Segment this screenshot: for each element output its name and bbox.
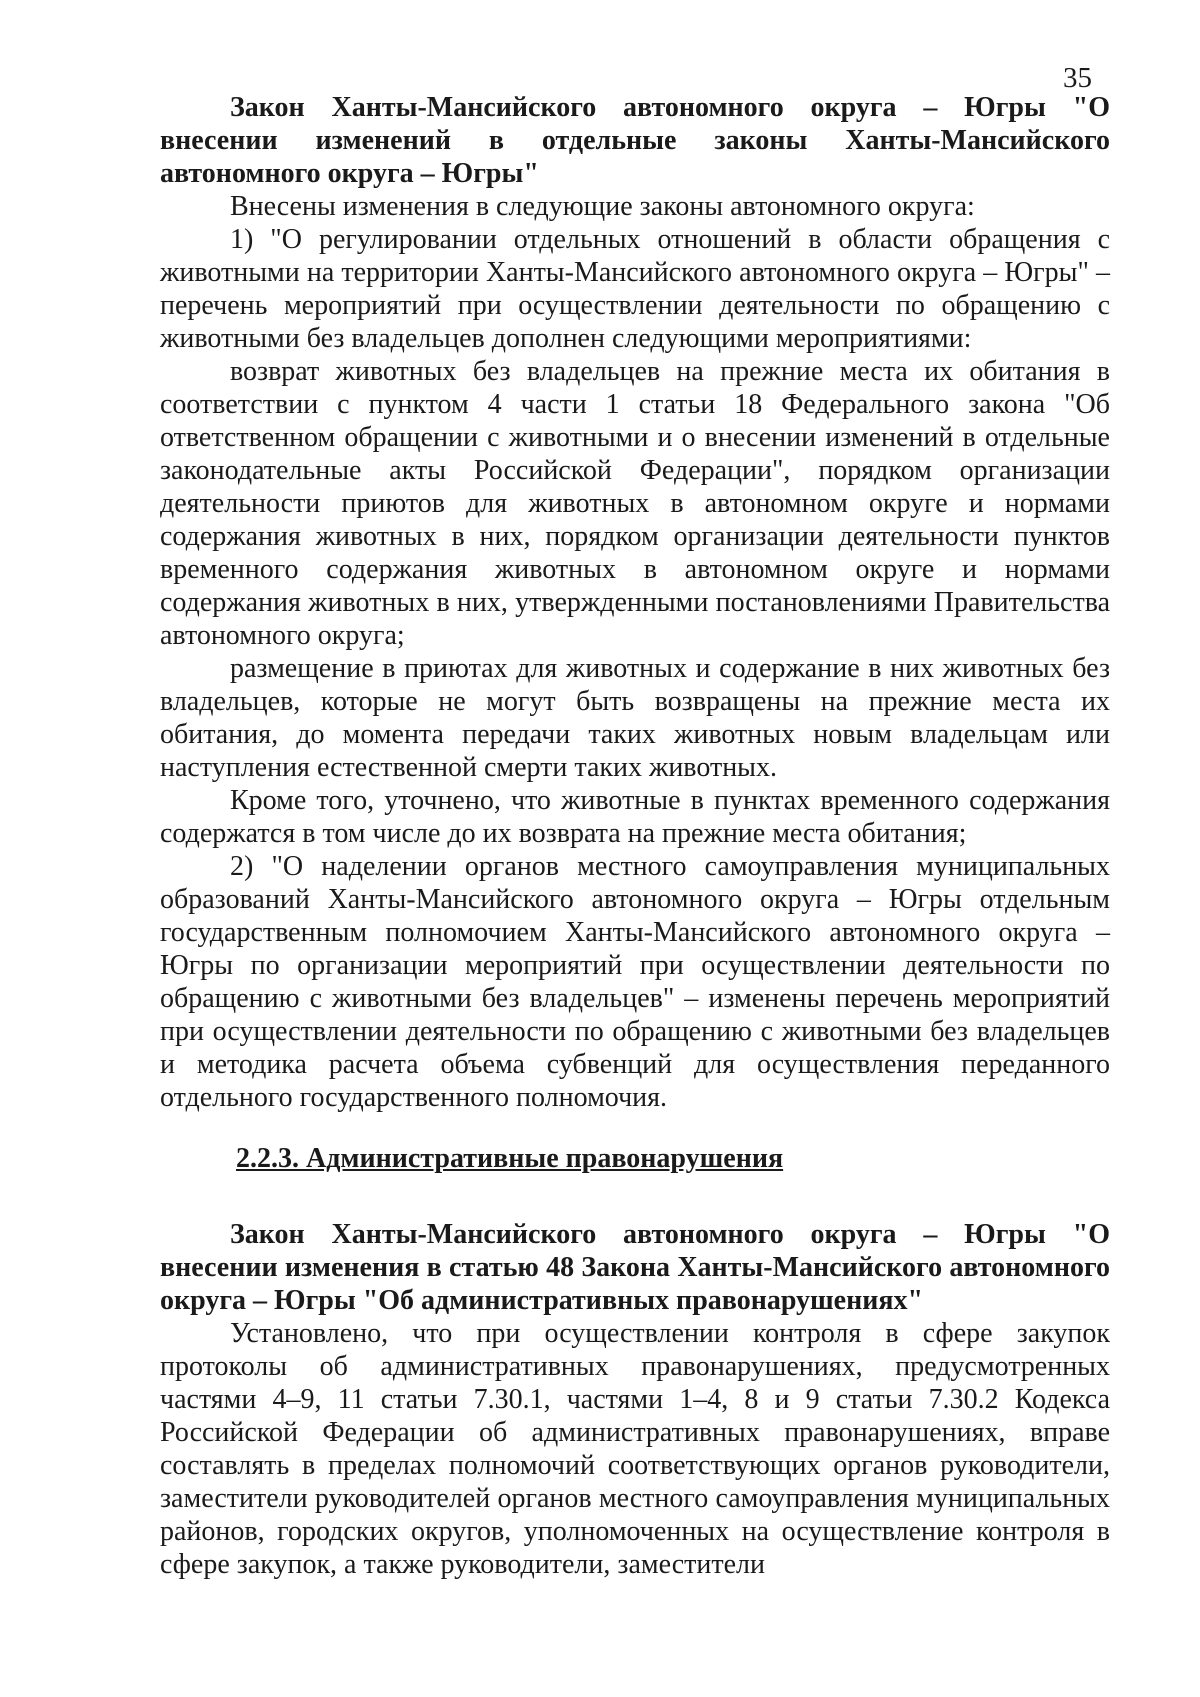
law-1-measure-2: размещение в приютах для животных и содержание в них животных без владельцев, которые не могут быть возвращены на прежние места их обитания, до момента передачи таких животных новым владельцам или наступления естественной смерти таких животных. — [160, 653, 1110, 783]
law-1-item-1: 1) "О регулировании отдельных отношений в области обращения с животными на территории Ханты-Мансийского автономного округа – Югры" – перечень мероприятий при осуществлении деятельности по обращению с животными без владельцев дополнен следующими мероприятиями: — [160, 224, 1110, 354]
law-1-section — [160, 91, 1110, 1114]
page-number: 35 — [1063, 62, 1092, 94]
law-1-intro: Внесены изменения в следующие законы автономного округа: — [230, 191, 975, 222]
law-1-clarification: Кроме того, уточнено, что животные в пунктах временного содержания содержатся в том числе до их возврата на прежние места обитания; — [160, 785, 1110, 849]
law-2-section — [160, 1218, 1110, 1581]
section-title: 2.2.3. Административные правонарушения — [236, 1143, 784, 1174]
law-1-item-2: 2) "О наделении органов местного самоуправления муниципальных образований Ханты-Мансийского автономного округа – Югры отдельным государственным полномочием Ханты-Мансийского автономного округа – Югры по организации мероприятий при осуществлении деятельности по обращению с животными без владельцев" – изменены перечень мероприятий при осуществлении деятельности по обращению с животными без владельцев и методика расчета объема субвенций для осуществления переданного отдельного государственного полномочия. — [160, 851, 1110, 1113]
law-1-title: Закон Ханты-Мансийского автономного округа – Югры "О внесении изменений в отдельные законы Ханты-Мансийского автономного округа – Югры" — [160, 92, 1110, 189]
law-2-body: Установлено, что при осуществлении контроля в сфере закупок протоколы об административных правонарушениях, предусмотренных частями 4–9, 11 статьи 7.30.1, частями 1–4, 8 и 9 статьи 7.30.2 Кодекса Российской Федерации об административных правонарушениях, вправе составлять в пределах полномочий соответствующих органов руководители, заместители руководителей органов местного самоуправления муниципальных районов, городских округов, уполномоченных на осуществление контроля в сфере закупок, а также руководители, заместители — [160, 1318, 1110, 1580]
law-1-measure-1: возврат животных без владельцев на прежние места их обитания в соответствии с пунктом 4 части 1 статьи 18 Федерального закона "Об ответственном обращении с животными и о внесении изменений в отдельные законодательные акты Российской Федерации", порядком организации деятельности приютов для животных в автономном округе и нормами содержания животных в них, порядком организации деятельности пунктов временного содержания животных в автономном округе и нормами содержания животных в них, утвержденными постановлениями Правительства автономного округа; — [160, 356, 1110, 651]
law-2-title: Закон Ханты-Мансийского автономного округа – Югры "О внесении изменения в статью 48 Закона Ханты-Мансийского автономного округа – Югры "Об административных правонарушениях" — [160, 1219, 1110, 1316]
